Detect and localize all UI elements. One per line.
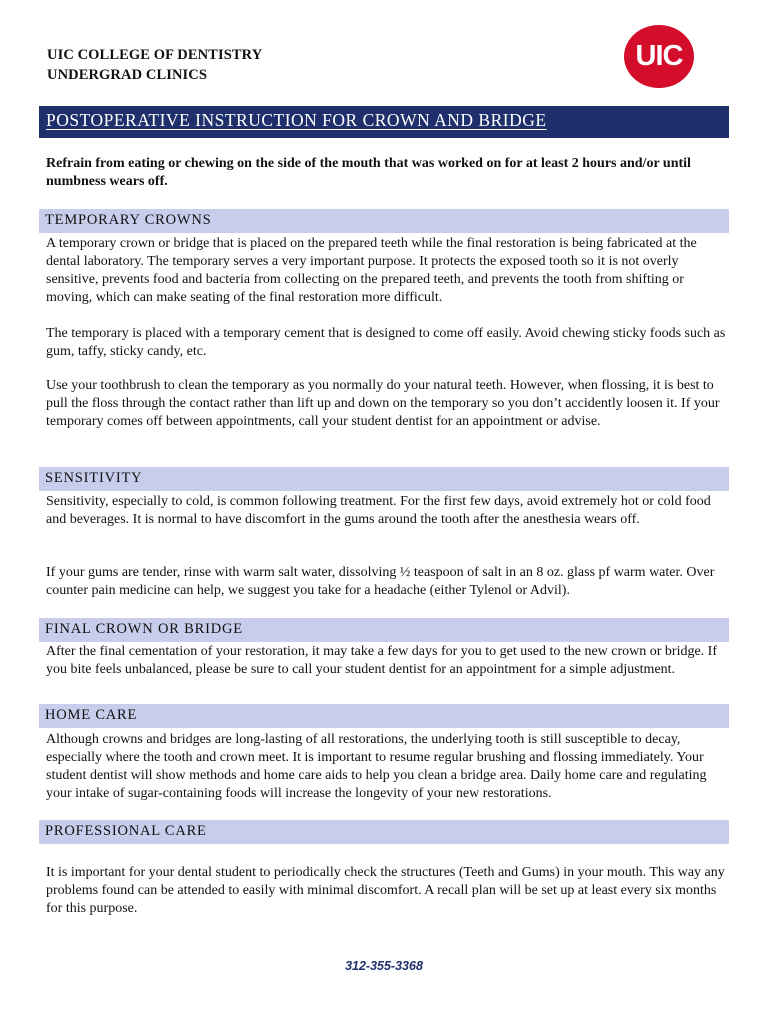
section-heading-final-crown: [39, 618, 729, 642]
section-heading-label: HOME CARE: [45, 707, 138, 723]
document-header: [47, 45, 262, 85]
clinic-name: UNDERGRAD CLINICS: [47, 67, 208, 83]
uic-logo: [624, 25, 694, 88]
section-heading-temporary-crowns: [39, 209, 729, 233]
paragraph: A temporary crown or bridge that is placed on the prepared teeth while the final restoration is being fabricated at the dental laboratory. The temporary serves a very important purpose. It protects the exposed tooth so it is not overly sensitive, prevents food and bacteria from collecting on the prepared teeth, and prevents the tooth from shifting or moving, which can make seating of the final restoration more difficult.: [46, 236, 697, 305]
paragraph: Although crowns and bridges are long-lasting of all restorations, the underlying tooth is still susceptible to decay, especially where the tooth and crown meet. It is important to resume regular brushing and flossing immediately. Your student dentist will show methods and home care aids to help you clean a bridge area. Daily home care and regulating your intake of sugar-containing foods will increase the longevity of your new restorations.: [46, 732, 707, 801]
section-heading-label: SENSITIVITY: [45, 470, 143, 486]
logo-text: UIC: [635, 40, 683, 72]
intro-instruction: Refrain from eating or chewing on the side of the mouth that was worked on for at least 2 hours and/or until numbness wears off.: [46, 156, 691, 189]
paragraph: If your gums are tender, rinse with warm salt water, dissolving ½ teaspoon of salt in an 8 oz. glass pf warm water. Over counter pain medicine can help, we suggest you take for a headache (either Tylenol or Advil).: [46, 565, 715, 598]
footer-phone: 312-355-3368: [345, 959, 423, 973]
section-heading-professional-care: [39, 820, 729, 844]
paragraph: The temporary is placed with a temporary cement that is designed to come off easily. Avoid chewing sticky foods such as gum, taffy, sticky candy, etc.: [46, 326, 726, 359]
paragraph: After the final cementation of your restoration, it may take a few days for you to get used to the new crown or bridge. If you bite feels unbalanced, please be sure to call your student dentist for an appointment for a simple adjustment.: [46, 644, 718, 677]
page-title: POSTOPERATIVE INSTRUCTION FOR CROWN AND BRIDGE: [46, 110, 547, 130]
paragraph: It is important for your dental student to periodically check the structures (Teeth and Gums) in your mouth. This way any problems found can be attended to easily with minimal discomfort. A recall plan will be set up at least every six months for this purpose.: [46, 865, 725, 916]
paragraph: Use your toothbrush to clean the temporary as you normally do your natural teeth. However, when flossing, it is best to pull the floss through the contact rather than lift up and down on the temporary so you don’t accidently loosen it. If your temporary comes off between appointments, call your student dentist for an appointment or advise.: [46, 378, 720, 429]
section-heading-label: PROFESSIONAL CARE: [45, 823, 207, 839]
section-heading-sensitivity: [39, 467, 729, 491]
college-name: UIC COLLEGE OF DENTISTRY: [47, 47, 263, 63]
title-bar: [39, 106, 729, 138]
section-heading-label: FINAL CROWN OR BRIDGE: [45, 621, 243, 637]
section-heading-label: TEMPORARY CROWNS: [45, 212, 212, 228]
section-heading-home-care: [39, 704, 729, 728]
paragraph: Sensitivity, especially to cold, is common following treatment. For the first few days, avoid extremely hot or cold food and beverages. It is normal to have discomfort in the gums around the tooth after the anesthesia wears off.: [46, 494, 711, 527]
